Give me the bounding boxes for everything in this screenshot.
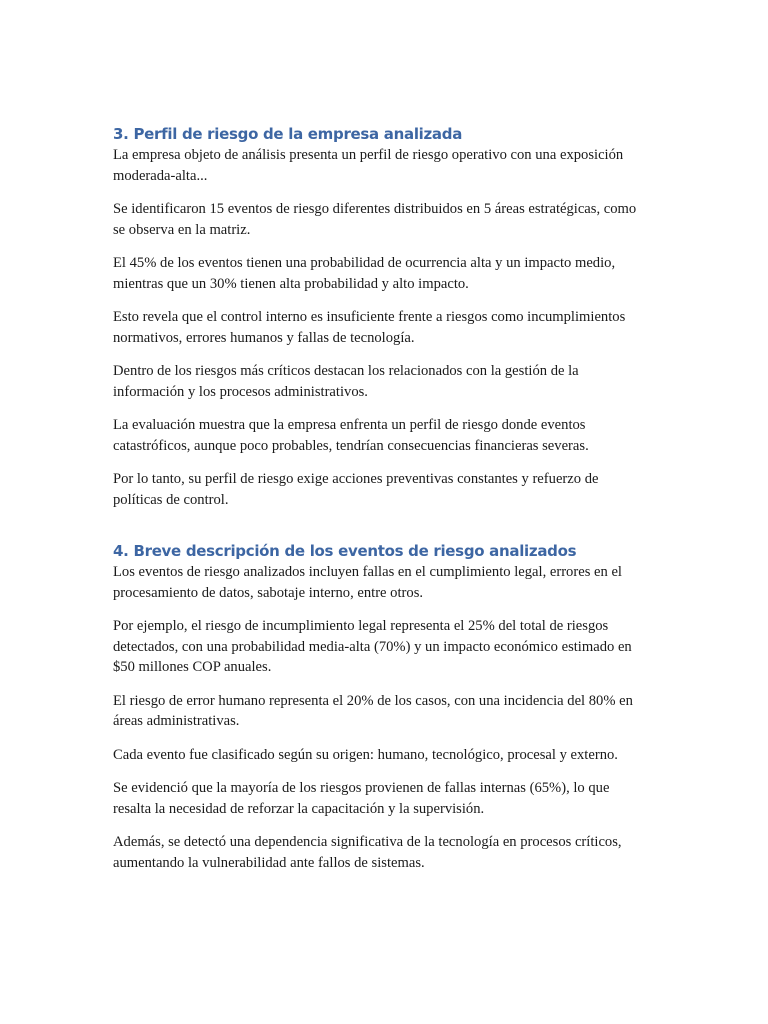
paragraph-line: aumentando la vulnerabilidad ante fallos de sistemas. bbox=[113, 854, 425, 871]
paragraph-line: áreas administrativas. bbox=[113, 713, 240, 729]
paragraph-line: catastróficos, aunque poco probables, tendrían consecuencias financieras severas. bbox=[113, 437, 589, 454]
paragraph-line: Dentro de los riesgos más críticos destacan los relacionados con la gestión de la bbox=[113, 363, 579, 379]
paragraph-line: Se evidenció que la mayoría de los riesgos provienen de fallas internas (65%), lo que bbox=[113, 780, 610, 796]
paragraph-line: Cada evento fue clasificado según su origen: humano, tecnológico, procesal y externo. bbox=[113, 746, 618, 763]
paragraph-line: Por ejemplo, el riesgo de incumplimiento legal representa el 25% del total de riesgos bbox=[113, 618, 609, 634]
paragraph-line: Además, se detectó una dependencia significativa de la tecnología en procesos críticos, bbox=[113, 834, 622, 850]
paragraph bbox=[113, 778, 658, 819]
paragraph bbox=[113, 691, 658, 732]
paragraph-line: El riesgo de error humano representa el 20% de los casos, con una incidencia del 80% en bbox=[113, 692, 633, 709]
paragraph bbox=[113, 307, 658, 348]
paragraph-line: Los eventos de riesgo analizados incluyen fallas en el cumplimiento legal, errores en el bbox=[113, 564, 622, 580]
paragraph-line: información y los procesos administrativos. bbox=[113, 383, 368, 400]
paragraph-line: Se identificaron 15 eventos de riesgo diferentes distribuidos en 5 áreas estratégicas, como bbox=[113, 201, 637, 217]
paragraph bbox=[113, 415, 658, 456]
paragraph bbox=[113, 745, 658, 766]
section-risk-events bbox=[113, 540, 658, 873]
paragraph bbox=[113, 199, 658, 240]
paragraph-line: políticas de control. bbox=[113, 491, 229, 508]
paragraph-line: La evaluación muestra que la empresa enfrenta un perfil de riesgo donde eventos bbox=[113, 417, 586, 433]
section-heading: 3. Perfil de riesgo de la empresa analizada bbox=[113, 125, 463, 143]
document-page bbox=[113, 123, 658, 873]
paragraph bbox=[113, 253, 658, 294]
paragraph-line: se observa en la matriz. bbox=[113, 221, 251, 238]
paragraph bbox=[113, 361, 658, 402]
paragraph-line: detectados, con una probabilidad media-alta (70%) y un impacto económico estimado en bbox=[113, 638, 632, 655]
paragraph-line: resalta la necesidad de reforzar la capacitación y la supervisión. bbox=[113, 800, 485, 817]
paragraph-line: $50 millones COP anuales. bbox=[113, 659, 272, 675]
paragraph bbox=[113, 562, 658, 603]
section-heading: 4. Breve descripción de los eventos de riesgo analizados bbox=[113, 542, 577, 560]
paragraph-line: Por lo tanto, su perfil de riesgo exige acciones preventivas constantes y refuerzo de bbox=[113, 471, 599, 487]
paragraph-line: normativos, errores humanos y fallas de tecnología. bbox=[113, 329, 415, 346]
paragraph bbox=[113, 832, 658, 873]
paragraph-line: mientras que un 30% tienen alta probabilidad y alto impacto. bbox=[113, 275, 469, 292]
paragraph-line: Esto revela que el control interno es insuficiente frente a riesgos como incumplimientos bbox=[113, 309, 626, 325]
section-risk-profile bbox=[113, 123, 658, 510]
paragraph bbox=[113, 469, 658, 510]
paragraph-line: La empresa objeto de análisis presenta un perfil de riesgo operativo con una exposición bbox=[113, 147, 624, 163]
paragraph-line: procesamiento de datos, sabotaje interno, entre otros. bbox=[113, 584, 424, 601]
paragraph bbox=[113, 616, 658, 678]
paragraph bbox=[113, 145, 658, 186]
paragraph-line: El 45% de los eventos tienen una probabilidad de ocurrencia alta y un impacto medio, bbox=[113, 255, 616, 271]
paragraph-line: moderada-alta... bbox=[113, 167, 208, 184]
